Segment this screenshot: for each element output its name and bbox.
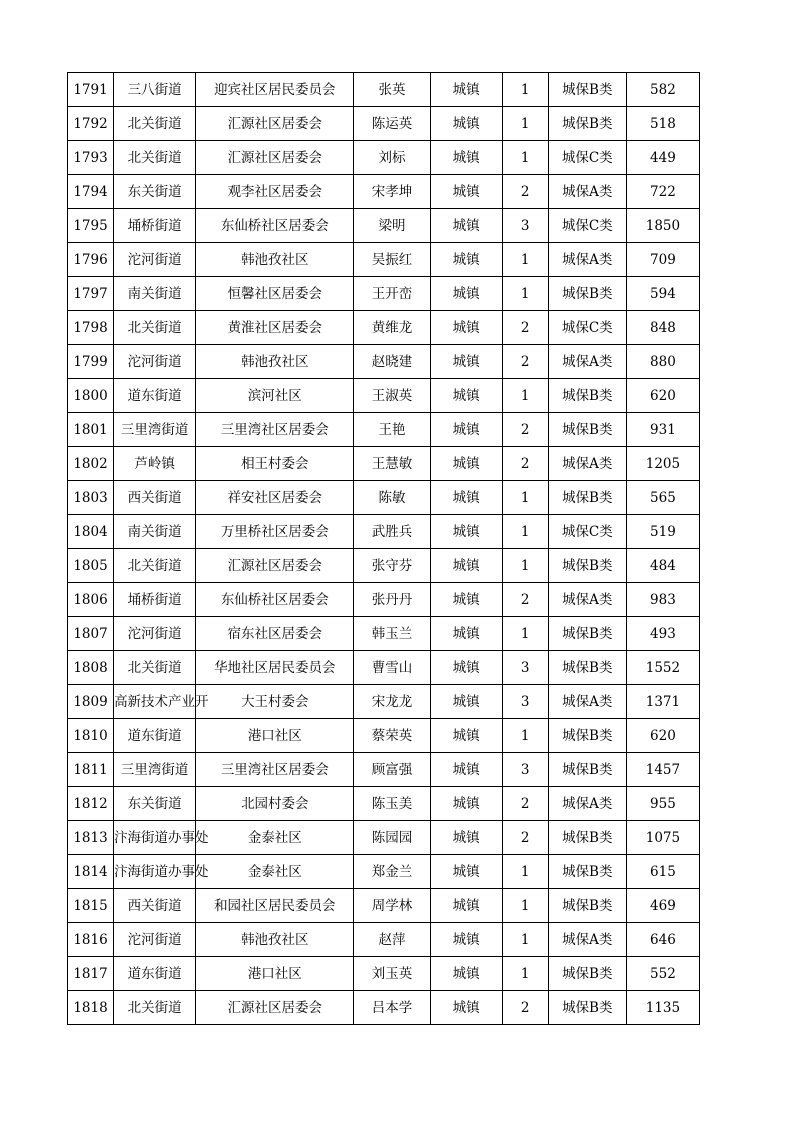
- table-row: [68, 821, 700, 855]
- amount-cell: 449: [626, 141, 699, 175]
- table-row: [68, 447, 700, 481]
- category-cell: 城保C类: [548, 141, 626, 175]
- name-cell: 黄维龙: [354, 311, 430, 345]
- table-row: [68, 243, 700, 277]
- household-count-cell: 2: [502, 787, 548, 821]
- area-type-cell: 城镇: [430, 379, 502, 413]
- name-cell: 张守芬: [354, 549, 430, 583]
- table-row: [68, 787, 700, 821]
- street-cell: 南关街道: [114, 277, 196, 311]
- amount-cell: 615: [626, 855, 699, 889]
- table-row: [68, 209, 700, 243]
- name-cell: 陈敏: [354, 481, 430, 515]
- household-count-cell: 1: [502, 957, 548, 991]
- community-cell: 观李社区居委会: [196, 175, 354, 209]
- area-type-cell: 城镇: [430, 889, 502, 923]
- street-cell: 北关街道: [114, 107, 196, 141]
- amount-cell: 582: [626, 73, 699, 107]
- row-number-cell: 1815: [68, 889, 114, 923]
- row-number-cell: 1796: [68, 243, 114, 277]
- category-cell: 城保B类: [548, 617, 626, 651]
- community-cell: 黄淮社区居委会: [196, 311, 354, 345]
- community-cell: 恒馨社区居委会: [196, 277, 354, 311]
- area-type-cell: 城镇: [430, 209, 502, 243]
- amount-cell: 646: [626, 923, 699, 957]
- row-number-cell: 1813: [68, 821, 114, 855]
- household-count-cell: 1: [502, 277, 548, 311]
- name-cell: 赵晓建: [354, 345, 430, 379]
- category-cell: 城保B类: [548, 719, 626, 753]
- amount-cell: 519: [626, 515, 699, 549]
- household-count-cell: 1: [502, 515, 548, 549]
- community-cell: 金泰社区: [196, 821, 354, 855]
- street-cell: 埇桥街道: [114, 583, 196, 617]
- household-count-cell: 1: [502, 141, 548, 175]
- area-type-cell: 城镇: [430, 753, 502, 787]
- household-count-cell: 2: [502, 447, 548, 481]
- street-cell: 埇桥街道: [114, 209, 196, 243]
- name-cell: 陈运英: [354, 107, 430, 141]
- category-cell: 城保A类: [548, 685, 626, 719]
- row-number-cell: 1818: [68, 991, 114, 1025]
- household-count-cell: 2: [502, 311, 548, 345]
- community-cell: 和园社区居民委员会: [196, 889, 354, 923]
- area-type-cell: 城镇: [430, 685, 502, 719]
- amount-cell: 1075: [626, 821, 699, 855]
- area-type-cell: 城镇: [430, 243, 502, 277]
- table-row: [68, 379, 700, 413]
- table-row: [68, 311, 700, 345]
- amount-cell: 620: [626, 719, 699, 753]
- amount-cell: 848: [626, 311, 699, 345]
- amount-cell: 1371: [626, 685, 699, 719]
- street-cell: 芦岭镇: [114, 447, 196, 481]
- household-count-cell: 1: [502, 855, 548, 889]
- street-cell: 西关街道: [114, 481, 196, 515]
- household-count-cell: 2: [502, 175, 548, 209]
- community-cell: 韩池孜社区: [196, 923, 354, 957]
- area-type-cell: 城镇: [430, 107, 502, 141]
- table-row: [68, 549, 700, 583]
- name-cell: 周学林: [354, 889, 430, 923]
- household-count-cell: 2: [502, 413, 548, 447]
- category-cell: 城保B类: [548, 549, 626, 583]
- row-number-cell: 1805: [68, 549, 114, 583]
- category-cell: 城保B类: [548, 481, 626, 515]
- street-cell: 沱河街道: [114, 923, 196, 957]
- amount-cell: 880: [626, 345, 699, 379]
- name-cell: 蔡荣英: [354, 719, 430, 753]
- row-number-cell: 1806: [68, 583, 114, 617]
- community-cell: 汇源社区居委会: [196, 991, 354, 1025]
- amount-cell: 552: [626, 957, 699, 991]
- name-cell: 顾富强: [354, 753, 430, 787]
- category-cell: 城保B类: [548, 651, 626, 685]
- category-cell: 城保B类: [548, 991, 626, 1025]
- category-cell: 城保B类: [548, 413, 626, 447]
- community-cell: 东仙桥社区居委会: [196, 209, 354, 243]
- name-cell: 曹雪山: [354, 651, 430, 685]
- household-count-cell: 3: [502, 209, 548, 243]
- area-type-cell: 城镇: [430, 73, 502, 107]
- category-cell: 城保A类: [548, 345, 626, 379]
- row-number-cell: 1812: [68, 787, 114, 821]
- area-type-cell: 城镇: [430, 991, 502, 1025]
- name-cell: 张丹丹: [354, 583, 430, 617]
- community-cell: 滨河社区: [196, 379, 354, 413]
- row-number-cell: 1798: [68, 311, 114, 345]
- category-cell: 城保C类: [548, 311, 626, 345]
- community-cell: 三里湾社区居委会: [196, 413, 354, 447]
- amount-cell: 1205: [626, 447, 699, 481]
- community-cell: 港口社区: [196, 957, 354, 991]
- street-cell: 道东街道: [114, 957, 196, 991]
- category-cell: 城保A类: [548, 583, 626, 617]
- street-cell: 高新技术产业开: [114, 685, 196, 719]
- household-count-cell: 2: [502, 345, 548, 379]
- household-count-cell: 2: [502, 991, 548, 1025]
- category-cell: 城保A类: [548, 447, 626, 481]
- community-cell: 华地社区居民委员会: [196, 651, 354, 685]
- name-cell: 张英: [354, 73, 430, 107]
- area-type-cell: 城镇: [430, 787, 502, 821]
- name-cell: 郑金兰: [354, 855, 430, 889]
- row-number-cell: 1811: [68, 753, 114, 787]
- row-number-cell: 1795: [68, 209, 114, 243]
- amount-cell: 1457: [626, 753, 699, 787]
- category-cell: 城保A类: [548, 787, 626, 821]
- name-cell: 吕本学: [354, 991, 430, 1025]
- table-row: [68, 277, 700, 311]
- table-row: [68, 107, 700, 141]
- household-count-cell: 1: [502, 243, 548, 277]
- household-count-cell: 1: [502, 719, 548, 753]
- street-cell: 西关街道: [114, 889, 196, 923]
- amount-cell: 565: [626, 481, 699, 515]
- household-count-cell: 3: [502, 753, 548, 787]
- community-cell: 三里湾社区居委会: [196, 753, 354, 787]
- street-cell: 南关街道: [114, 515, 196, 549]
- category-cell: 城保B类: [548, 855, 626, 889]
- household-count-cell: 3: [502, 685, 548, 719]
- street-cell: 道东街道: [114, 719, 196, 753]
- table-row: [68, 991, 700, 1025]
- area-type-cell: 城镇: [430, 277, 502, 311]
- table-row: [68, 345, 700, 379]
- community-cell: 东仙桥社区居委会: [196, 583, 354, 617]
- name-cell: 宋孝坤: [354, 175, 430, 209]
- row-number-cell: 1807: [68, 617, 114, 651]
- category-cell: 城保B类: [548, 957, 626, 991]
- table-row: [68, 73, 700, 107]
- street-cell: 沱河街道: [114, 617, 196, 651]
- table-row: [68, 583, 700, 617]
- street-cell: 东关街道: [114, 175, 196, 209]
- name-cell: 刘标: [354, 141, 430, 175]
- row-number-cell: 1816: [68, 923, 114, 957]
- street-cell: 北关街道: [114, 141, 196, 175]
- category-cell: 城保B类: [548, 277, 626, 311]
- street-cell: 东关街道: [114, 787, 196, 821]
- name-cell: 王淑英: [354, 379, 430, 413]
- name-cell: 王开峦: [354, 277, 430, 311]
- area-type-cell: 城镇: [430, 821, 502, 855]
- street-cell: 汴海街道办事处: [114, 821, 196, 855]
- street-cell: 北关街道: [114, 651, 196, 685]
- table-row: [68, 957, 700, 991]
- table-row: [68, 413, 700, 447]
- name-cell: 刘玉英: [354, 957, 430, 991]
- area-type-cell: 城镇: [430, 311, 502, 345]
- row-number-cell: 1799: [68, 345, 114, 379]
- household-count-cell: 1: [502, 73, 548, 107]
- row-number-cell: 1792: [68, 107, 114, 141]
- street-cell: 北关街道: [114, 991, 196, 1025]
- area-type-cell: 城镇: [430, 923, 502, 957]
- area-type-cell: 城镇: [430, 583, 502, 617]
- community-cell: 汇源社区居委会: [196, 141, 354, 175]
- community-cell: 港口社区: [196, 719, 354, 753]
- table-row: [68, 889, 700, 923]
- street-cell: 汴海街道办事处: [114, 855, 196, 889]
- name-cell: 王慧敏: [354, 447, 430, 481]
- category-cell: 城保A类: [548, 175, 626, 209]
- community-cell: 相王村委会: [196, 447, 354, 481]
- area-type-cell: 城镇: [430, 549, 502, 583]
- row-number-cell: 1803: [68, 481, 114, 515]
- row-number-cell: 1804: [68, 515, 114, 549]
- household-count-cell: 3: [502, 651, 548, 685]
- name-cell: 赵萍: [354, 923, 430, 957]
- name-cell: 梁明: [354, 209, 430, 243]
- name-cell: 陈园园: [354, 821, 430, 855]
- community-cell: 北园村委会: [196, 787, 354, 821]
- row-number-cell: 1797: [68, 277, 114, 311]
- row-number-cell: 1791: [68, 73, 114, 107]
- amount-cell: 484: [626, 549, 699, 583]
- category-cell: 城保A类: [548, 923, 626, 957]
- community-cell: 大王村委会: [196, 685, 354, 719]
- table-row: [68, 175, 700, 209]
- community-cell: 万里桥社区居委会: [196, 515, 354, 549]
- community-cell: 祥安社区居委会: [196, 481, 354, 515]
- area-type-cell: 城镇: [430, 447, 502, 481]
- amount-cell: 594: [626, 277, 699, 311]
- household-count-cell: 2: [502, 583, 548, 617]
- row-number-cell: 1814: [68, 855, 114, 889]
- community-cell: 汇源社区居委会: [196, 107, 354, 141]
- area-type-cell: 城镇: [430, 651, 502, 685]
- name-cell: 韩玉兰: [354, 617, 430, 651]
- row-number-cell: 1801: [68, 413, 114, 447]
- amount-cell: 709: [626, 243, 699, 277]
- amount-cell: 493: [626, 617, 699, 651]
- area-type-cell: 城镇: [430, 481, 502, 515]
- category-cell: 城保B类: [548, 821, 626, 855]
- amount-cell: 469: [626, 889, 699, 923]
- amount-cell: 1135: [626, 991, 699, 1025]
- street-cell: 沱河街道: [114, 243, 196, 277]
- name-cell: 宋龙龙: [354, 685, 430, 719]
- household-count-cell: 1: [502, 549, 548, 583]
- community-cell: 韩池孜社区: [196, 345, 354, 379]
- table-row: [68, 141, 700, 175]
- area-type-cell: 城镇: [430, 413, 502, 447]
- household-count-cell: 1: [502, 617, 548, 651]
- table-row: [68, 753, 700, 787]
- street-cell: 三里湾街道: [114, 753, 196, 787]
- street-cell: 三里湾街道: [114, 413, 196, 447]
- name-cell: 武胜兵: [354, 515, 430, 549]
- household-count-cell: 2: [502, 821, 548, 855]
- row-number-cell: 1802: [68, 447, 114, 481]
- street-cell: 北关街道: [114, 549, 196, 583]
- row-number-cell: 1808: [68, 651, 114, 685]
- amount-cell: 955: [626, 787, 699, 821]
- name-cell: 吴振红: [354, 243, 430, 277]
- amount-cell: 931: [626, 413, 699, 447]
- row-number-cell: 1810: [68, 719, 114, 753]
- amount-cell: 620: [626, 379, 699, 413]
- household-count-cell: 1: [502, 379, 548, 413]
- community-cell: 宿东社区居委会: [196, 617, 354, 651]
- area-type-cell: 城镇: [430, 617, 502, 651]
- table-row: [68, 617, 700, 651]
- category-cell: 城保B类: [548, 379, 626, 413]
- category-cell: 城保C类: [548, 515, 626, 549]
- area-type-cell: 城镇: [430, 141, 502, 175]
- household-count-cell: 1: [502, 107, 548, 141]
- table-row: [68, 719, 700, 753]
- category-cell: 城保B类: [548, 107, 626, 141]
- area-type-cell: 城镇: [430, 719, 502, 753]
- amount-cell: 1850: [626, 209, 699, 243]
- street-cell: 三八街道: [114, 73, 196, 107]
- row-number-cell: 1793: [68, 141, 114, 175]
- table-row: [68, 515, 700, 549]
- amount-cell: 983: [626, 583, 699, 617]
- community-cell: 迎宾社区居民委员会: [196, 73, 354, 107]
- area-type-cell: 城镇: [430, 855, 502, 889]
- area-type-cell: 城镇: [430, 957, 502, 991]
- category-cell: 城保B类: [548, 889, 626, 923]
- row-number-cell: 1800: [68, 379, 114, 413]
- household-count-cell: 1: [502, 923, 548, 957]
- row-number-cell: 1794: [68, 175, 114, 209]
- row-number-cell: 1809: [68, 685, 114, 719]
- household-count-cell: 1: [502, 481, 548, 515]
- street-cell: 道东街道: [114, 379, 196, 413]
- street-cell: 沱河街道: [114, 345, 196, 379]
- community-cell: 金泰社区: [196, 855, 354, 889]
- name-cell: 陈玉美: [354, 787, 430, 821]
- table-row: [68, 685, 700, 719]
- amount-cell: 722: [626, 175, 699, 209]
- category-cell: 城保C类: [548, 209, 626, 243]
- table-row: [68, 481, 700, 515]
- community-cell: 韩池孜社区: [196, 243, 354, 277]
- community-cell: 汇源社区居委会: [196, 549, 354, 583]
- category-cell: 城保A类: [548, 243, 626, 277]
- street-cell: 北关街道: [114, 311, 196, 345]
- table-row: [68, 651, 700, 685]
- amount-cell: 518: [626, 107, 699, 141]
- table-body: [68, 73, 700, 1025]
- row-number-cell: 1817: [68, 957, 114, 991]
- category-cell: 城保B类: [548, 753, 626, 787]
- benefit-table: [67, 72, 700, 1025]
- area-type-cell: 城镇: [430, 175, 502, 209]
- household-count-cell: 1: [502, 889, 548, 923]
- table-row: [68, 855, 700, 889]
- amount-cell: 1552: [626, 651, 699, 685]
- area-type-cell: 城镇: [430, 345, 502, 379]
- category-cell: 城保B类: [548, 73, 626, 107]
- area-type-cell: 城镇: [430, 515, 502, 549]
- name-cell: 王艳: [354, 413, 430, 447]
- table-row: [68, 923, 700, 957]
